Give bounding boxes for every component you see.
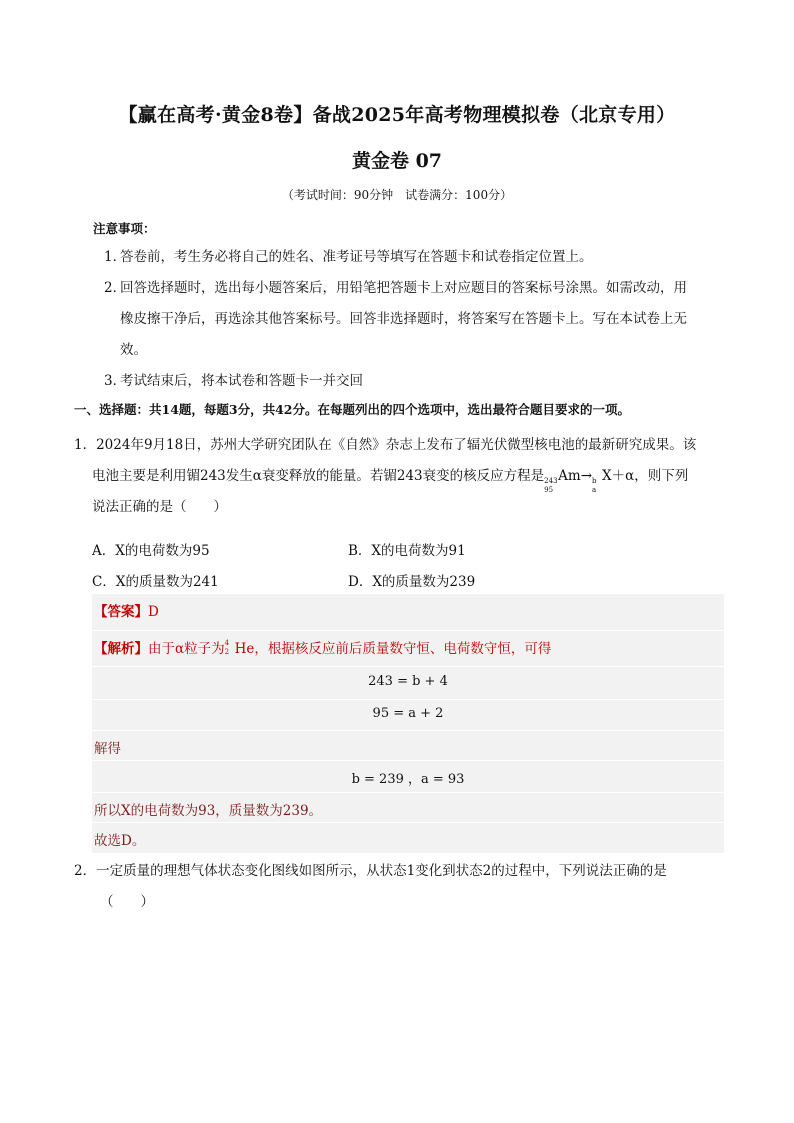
notice-item-2-continuation xyxy=(120,304,724,366)
am-nuclide xyxy=(544,470,558,494)
question-2-bracket: （ ） xyxy=(100,894,154,910)
notice-text: 考试结束后，将本试卷和答题卡一并交回 xyxy=(120,373,363,389)
exam-title: 【赢在高考·黄金8卷】备战2025年高考物理模拟卷（北京专用） xyxy=(118,104,676,126)
question-2-stem: 2．一定质量的理想气体状态变化图线如图所示，从状态1变化到状态2的过程中，下列说法正确的是 xyxy=(74,863,667,879)
answer-divider xyxy=(92,699,724,700)
option-c[interactable]: C．X的质量数为241 xyxy=(92,574,219,590)
x-charge-number: a xyxy=(592,485,597,494)
question-1-line-2b: ，则下列 xyxy=(634,468,689,484)
question-1-stem xyxy=(74,430,724,523)
answer-divider xyxy=(92,666,724,667)
analysis-tag: 【解析】 xyxy=(94,641,148,657)
he-mass-number: 4 xyxy=(224,638,230,647)
question-1-line-2 xyxy=(74,461,724,492)
solve-label: 解得 xyxy=(94,741,121,757)
notice-number: 2． xyxy=(104,280,127,296)
notice-number: 3． xyxy=(104,373,127,389)
choice-line: 故选D。 xyxy=(94,833,146,849)
am-mass-number: 243 xyxy=(544,476,558,485)
equation-3: b = 239 ，a = 93 xyxy=(351,772,465,787)
option-b[interactable]: B．X的电荷数为91 xyxy=(348,543,466,559)
x-nuclide xyxy=(592,470,602,494)
answer-line xyxy=(94,600,159,620)
answer-divider xyxy=(92,792,724,793)
conclusion-line: 所以X的电荷数为93，质量数为239。 xyxy=(94,803,323,819)
question-1-line-3: 说法正确的是（ ） xyxy=(92,499,227,515)
answer-value: D xyxy=(148,604,159,620)
notice-item-1 xyxy=(104,242,724,273)
analysis-line xyxy=(94,637,551,657)
notice-heading: 注意事项： xyxy=(93,221,156,236)
he-charge-number: 2 xyxy=(224,647,230,656)
option-d[interactable]: D．X的质量数为239 xyxy=(348,574,476,590)
notice-number: 1． xyxy=(104,249,127,265)
answer-divider xyxy=(92,822,724,823)
section-heading: 一、选择题：共14题，每题3分，共42分。在每题列出的四个选项中，选出最符合题目要求的一项。 xyxy=(74,402,630,417)
notice-text: 答卷前，考生务必将自己的姓名、准考证号等填写在答题卡和试卷指定位置上。 xyxy=(120,249,593,265)
answer-divider xyxy=(92,760,724,761)
am-symbol: Am xyxy=(558,468,581,484)
notice-text: 回答选择题时，选出每小题答案后，用铅笔把答题卡上对应题目的答案标号涂黑。如需改动，用 xyxy=(120,280,687,296)
answer-divider xyxy=(92,630,724,631)
x-symbol: X＋α xyxy=(602,468,635,484)
notice-text-cont2: 效。 xyxy=(120,342,147,358)
exam-subtitle: 黄金卷 07 xyxy=(351,150,443,172)
notice-text-cont: 橡皮擦干净后，再选涂其他答案标号。回答非选择题时，将答案写在答题卡上。写在本试卷上无 xyxy=(120,311,687,327)
he-nuclide xyxy=(224,638,235,657)
analysis-text-a: 由于α粒子为 xyxy=(148,641,225,657)
he-symbol: He xyxy=(234,641,255,657)
x-mass-number: b xyxy=(592,476,597,485)
analysis-text-b: ，根据核反应前后质量数守恒、电荷数守恒，可得 xyxy=(254,641,552,657)
option-a[interactable]: A．X的电荷数为95 xyxy=(92,543,210,559)
notice-item-3 xyxy=(104,366,724,397)
reaction-arrow: → xyxy=(580,468,593,484)
answer-block xyxy=(92,594,724,853)
equation-2: 95 = a + 2 xyxy=(372,706,444,721)
question-1-line-1: 1．2024年9月18日，苏州大学研究团队在《自然》杂志上发布了辐光伏微型核电池的最新研究成果。该 xyxy=(74,437,697,453)
notice-item-2 xyxy=(104,273,724,304)
question-1-line-2a: 电池主要是利用镅243发生α衰变释放的能量。若镅243衰变的核反应方程是 xyxy=(92,468,545,484)
answer-divider xyxy=(92,730,724,731)
am-charge-number: 95 xyxy=(544,485,554,494)
exam-meta: （考试时间：90分钟 试卷满分：100分） xyxy=(281,188,513,202)
equation-1: 243 = b + 4 xyxy=(368,674,448,689)
answer-tag: 【答案】 xyxy=(94,604,148,620)
